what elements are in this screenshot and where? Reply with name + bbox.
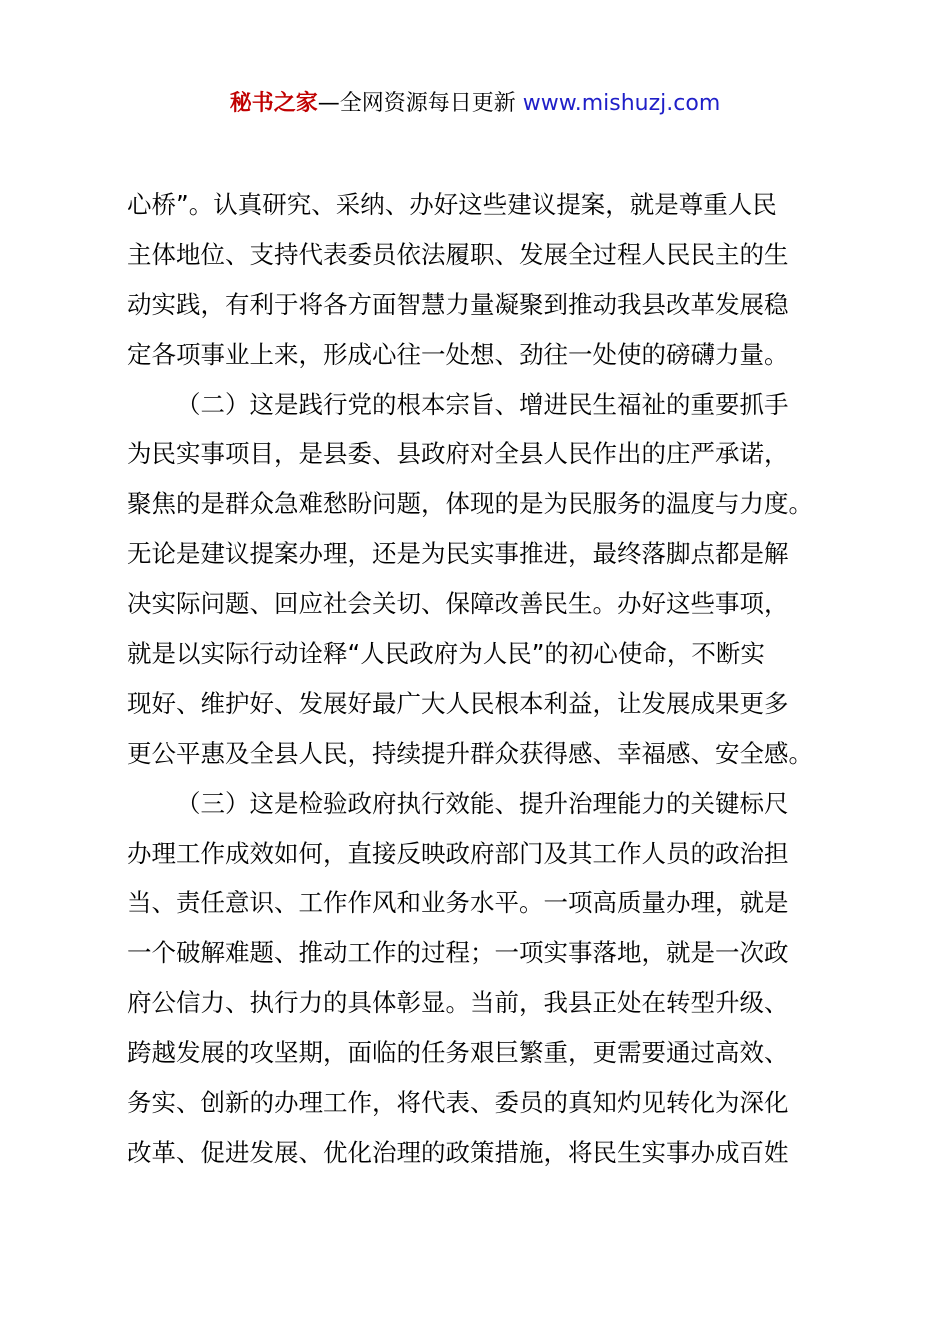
text-line: 改革、促进发展、优化治理的政策措施，将民生实事办成百姓	[127, 1137, 789, 1167]
text-line: 当、责任意识、工作作风和业务水平。一项高质量办理，就是	[127, 888, 789, 918]
text-line: 就是以实际行动诠释“人民政府为人民”的初心使命，不断实	[127, 639, 765, 669]
text-line: 心桥”。认真研究、采纳、办好这些建议提案，就是尊重人民	[127, 190, 777, 219]
text-line: 一个破解难题、推动工作的过程；一项实事落地，就是一次政	[127, 938, 789, 968]
text-line: 无论是建议提案办理，还是为民实事推进，最终落脚点都是解	[127, 539, 789, 569]
text-line: 更公平惠及全县人民，持续提升群众获得感、幸福感、安全感。	[127, 738, 813, 768]
text-line: 府公信力、执行力的具体彰显。当前，我县正处在转型升级、	[127, 988, 789, 1018]
header-tagline: —全网资源每日更新	[317, 91, 523, 116]
section-heading-3: （三）这是检验政府执行效能、提升治理能力的关键标尺	[176, 788, 789, 818]
text-line: 务实、创新的办理工作，将代表、委员的真知灼见转化为深化	[127, 1088, 789, 1118]
document-body	[127, 180, 837, 1178]
text-line: 决实际问题、回应社会关切、保障改善民生。办好这些事项，	[127, 589, 789, 619]
text-line: 动实践，有利于将各方面智慧力量凝聚到推动我县改革发展稳	[127, 289, 789, 319]
text-line: 定各项事业上来，形成心往一处想、劲往一处使的磅礴力量。	[127, 339, 789, 369]
text-line: 办理工作成效如何，直接反映政府部门及其工作人员的政治担	[127, 838, 789, 868]
text-line: 现好、维护好、发展好最广大人民根本利益，让发展成果更多	[127, 688, 789, 718]
text-line: 聚焦的是群众急难愁盼问题，体现的是为民服务的温度与力度。	[127, 489, 813, 519]
text-line: 为民实事项目，是县委、县政府对全县人民作出的庄严承诺，	[127, 439, 789, 469]
section-heading-2: （二）这是践行党的根本宗旨、增进民生福祉的重要抓手	[176, 389, 789, 419]
site-header	[0, 88, 950, 120]
text-line: 主体地位、支持代表委员依法履职、发展全过程人民民主的生	[127, 239, 789, 269]
site-url[interactable]: www.mishuzj.com	[522, 91, 721, 116]
brand-name: 秘书之家	[229, 91, 318, 116]
text-line: 跨越发展的攻坚期，面临的任务艰巨繁重，更需要通过高效、	[127, 1038, 789, 1068]
